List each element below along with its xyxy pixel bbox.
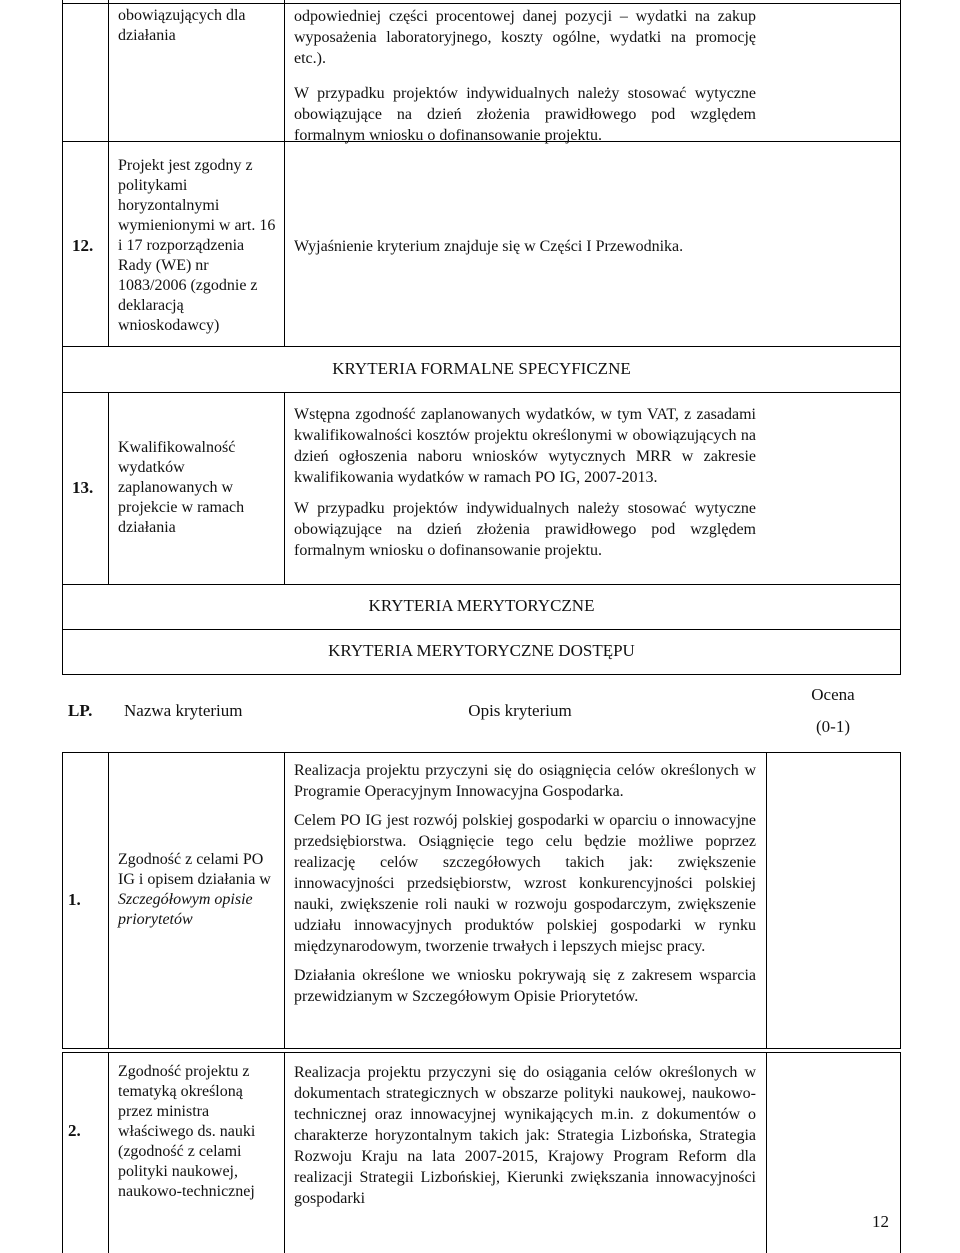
border-col1-lower2: [108, 1052, 109, 1253]
border-h-section-bottom: [62, 392, 901, 393]
merit-row1-name-italic: Szczegółowym opisie priorytetów: [118, 891, 253, 928]
border-left-lower2: [62, 1052, 63, 1253]
border-h-row2-top: [62, 1052, 901, 1053]
merit-row1-name-plain: Zgodność z celami PO IG i opisem działania w: [118, 851, 271, 888]
border-right-lower: [900, 752, 901, 1048]
merit-row2-number: 2.: [68, 1121, 81, 1140]
merit-row2-name: Zgodność projektu z tematyką określoną przez ministra właściwego ds. nauki (zgodność z celami polityki naukowej, naukowo-technicznej: [118, 1063, 256, 1200]
border-col2-lower2: [284, 1052, 285, 1253]
merit-row1-name: [118, 850, 280, 930]
row13-description: [294, 404, 756, 569]
border-h-merit-mid: [62, 629, 901, 630]
top-row-paragraph-2: W przypadku projektów indywidualnych należy stosować wytyczne obowiązujące na dzień złożenia prawidłowego pod względem formalnym wniosku o dofinansowanie projektu.: [294, 85, 756, 144]
row12-number: 12.: [72, 236, 94, 255]
header-description: Opis kryterium: [468, 701, 572, 720]
border-col1-lower: [108, 752, 109, 1048]
page-number: 12: [872, 1212, 889, 1231]
merit-row1-paragraph-3: Działania określone we wniosku pokrywają się z zakresem wsparcia przewidzianym w Szczegółowym Opisie Priorytetów.: [294, 967, 756, 1005]
border-h-row1-bottom: [62, 1048, 901, 1049]
border-right-upper: [900, 0, 901, 584]
border-h-row1-top: [62, 752, 901, 753]
row12-name: Projekt jest zgodny z politykami horyzontalnymi wymienionymi w art. 16 i 17 rozporządzenia Rady (WE) nr 1083/2006 (zgodnie z deklaracją wnioskodawcy): [118, 157, 276, 334]
merit-row2-description: Realizacja projektu przyczyni się do osiągania celów określonych w dokumentach strategicznych w obszarze polityki naukowej, naukowo-technicznej oraz innowacyjnej wynikających m.in. z dokumentów o charakterze horyzontalnym takich jak: Strategia Lizbońska, Strategia Rozwoju Kraju na lata 2007-2015, Krajowy Program Reform dla realizacji Strategii Lizbońskiej, Kierunki zwiększania innowacyjności gospodarki: [294, 1064, 756, 1207]
section-merit: KRYTERIA MERYTORYCZNE: [368, 596, 595, 615]
border-left-lower: [62, 752, 63, 1048]
section-merit-access: KRYTERIA MERYTORYCZNE DOSTĘPU: [328, 641, 635, 660]
row13-name: Kwalifikowalność wydatków zaplanowanych w projekcie w ramach działania: [118, 439, 245, 536]
border-col2-upper: [284, 0, 285, 346]
row12-description: Wyjaśnienie kryterium znajduje się w Części I Przewodnika.: [294, 238, 684, 255]
row13-number: 13.: [72, 478, 94, 497]
border-h-row13-bottom: [62, 584, 901, 585]
merit-row1-number: 1.: [68, 890, 81, 909]
border-col2-lower: [284, 752, 285, 1048]
header-lp: LP.: [68, 701, 93, 720]
top-row-description: [294, 6, 756, 154]
merit-row1-paragraph-2: Celem PO IG jest rozwój polskiej gospodarki w oparciu o innowacyjne przedsiębiorstwa. Osiągnięcie tego celu będzie możliwe poprzez realizację celów szczegółowych takich jak: zwiększenie innowacyjności przedsiębiorstw, wzrost konkurencyjności polskiej nauki, zwiększenie roli nauki w rozwoju gospodarczym, zwiększenie udziału innowacyjnych produktów polskiej gospodarki w rynku międzynarodowym, tworzenie trwałych i lepszych miejsc pracy.: [294, 812, 756, 955]
border-col2-row13: [284, 392, 285, 584]
merit-row1-paragraph-1: Realizacja projektu przyczyni się do osiągnięcia celów określonych w Programie Operacyjnym Innowacyjna Gospodarka.: [294, 762, 756, 800]
border-h-top: [62, 3, 901, 4]
header-name: Nazwa kryterium: [124, 701, 243, 720]
row13-paragraph-1: Wstępna zgodność zaplanowanych wydatków, w tym VAT, z zasadami kwalifikowalności kosztów projektu określonymi w obowiązujących na dzień ogłoszenia naboru wniosków wytycznych MRR w zakresie kwalifikowania wydatków w ramach PO IG, 2007-2013.: [294, 406, 756, 486]
border-col1-upper: [108, 0, 109, 346]
border-col3-lower: [766, 752, 767, 1048]
header-score: Ocena: [811, 685, 855, 704]
border-right-lower2: [900, 1052, 901, 1253]
border-col3-lower2: [766, 1052, 767, 1253]
top-row-paragraph-1: odpowiedniej części procentowej danej pozycji – wydatki na zakup wyposażenia laboratoryjnego, koszty ogólne, wydatki na promocję etc.).: [294, 8, 756, 67]
merit-row1-description: [294, 760, 756, 1015]
header-score-range: (0-1): [816, 717, 850, 736]
border-left-upper: [62, 0, 63, 584]
top-row-name: obowiązujących dla działania: [118, 7, 246, 44]
border-col1-row13: [108, 392, 109, 584]
section-formal-specific: KRYTERIA FORMALNE SPECYFICZNE: [332, 359, 631, 378]
border-h-section-top: [62, 346, 901, 347]
row13-paragraph-2: W przypadku projektów indywidualnych należy stosować wytyczne obowiązujące na dzień złożenia prawidłowego pod względem formalnym wniosku o dofinansowanie projektu.: [294, 500, 756, 559]
border-h-merit-bottom: [62, 674, 901, 675]
